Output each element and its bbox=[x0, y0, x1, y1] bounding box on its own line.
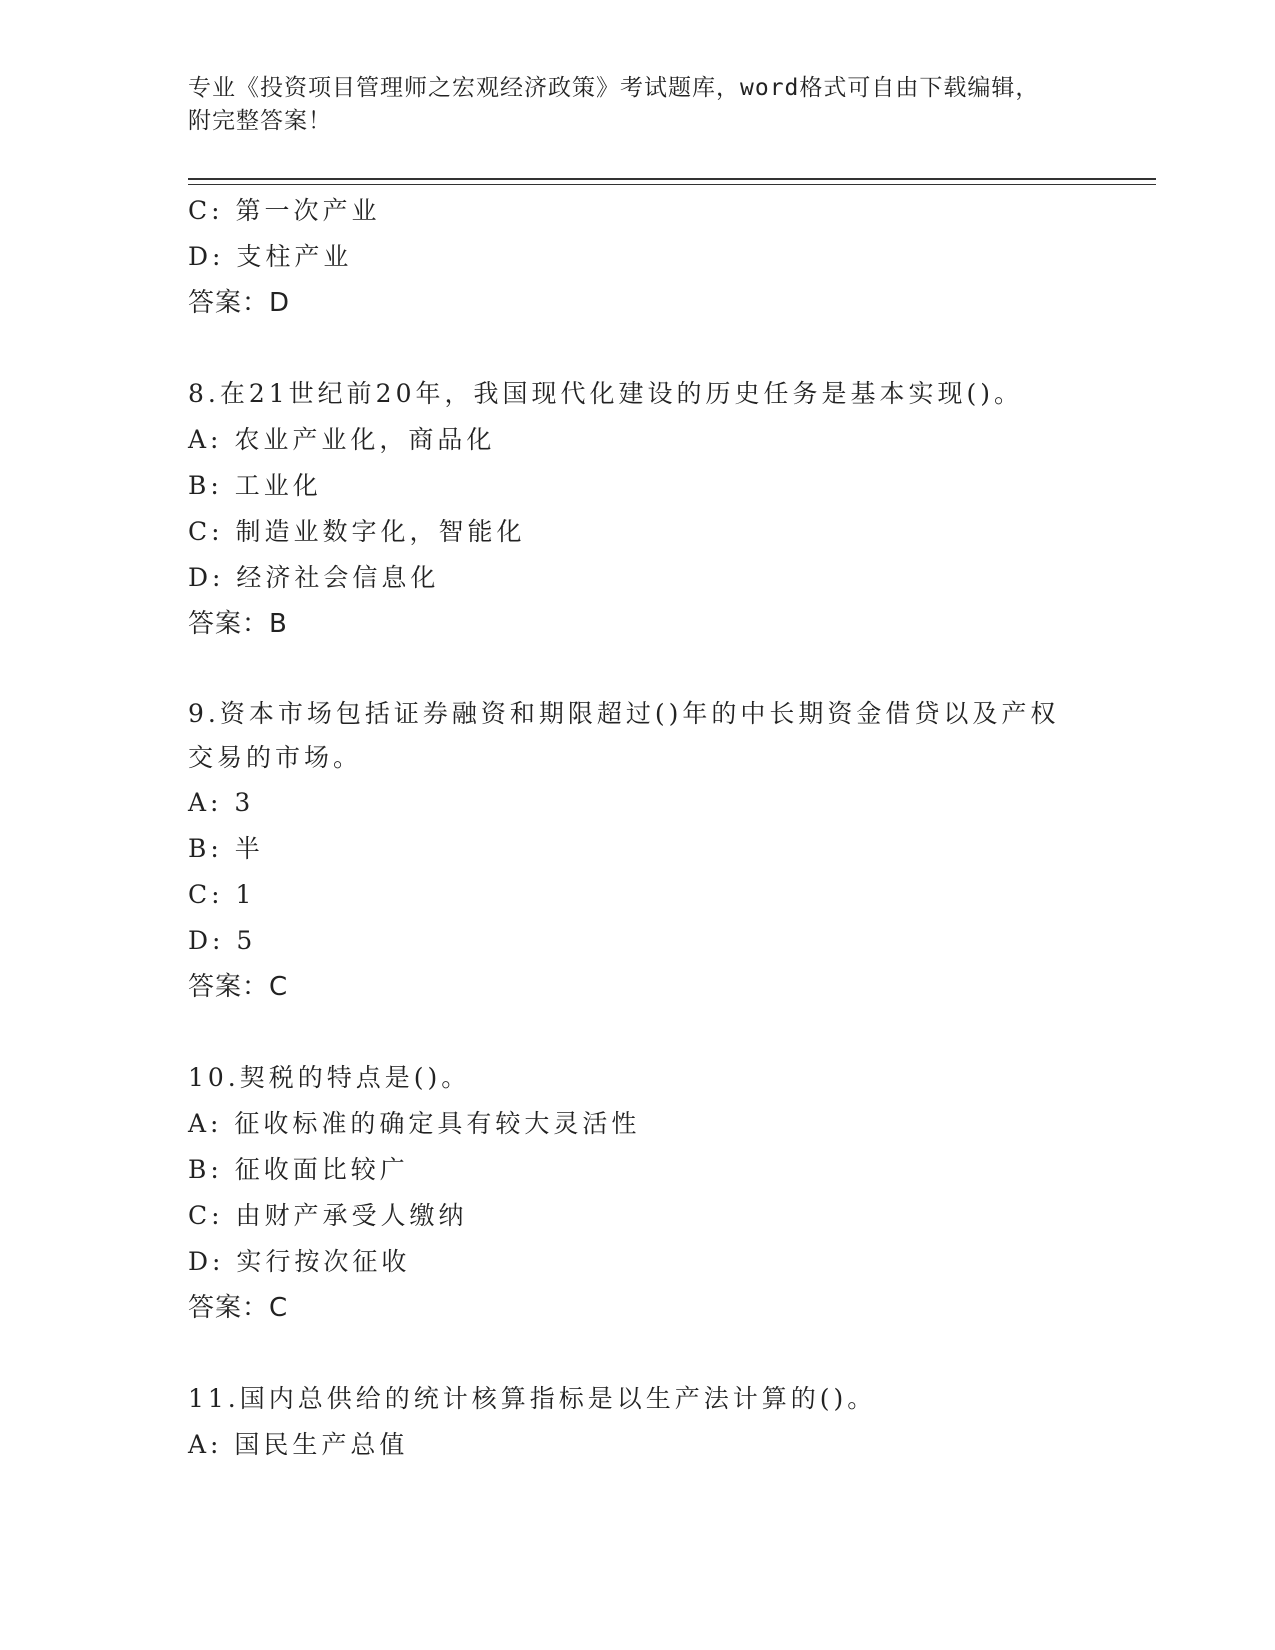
option-a: A: 3 bbox=[188, 788, 255, 817]
option-b: B: 半 bbox=[188, 834, 264, 863]
question-stem-continued: 交易的市场。 bbox=[188, 743, 363, 772]
option-d: D: 5 bbox=[188, 926, 257, 955]
question-stem: 10.契税的特点是()。 bbox=[188, 1063, 471, 1092]
document-header bbox=[188, 72, 1088, 138]
option-a: A: 国民生产总值 bbox=[188, 1430, 409, 1459]
question-stem: 9.资本市场包括证券融资和期限超过()年的中长期资金借贷以及产权 bbox=[188, 699, 1060, 728]
answer: 答案：C bbox=[188, 1293, 289, 1323]
option-c: C: 1 bbox=[188, 880, 256, 909]
option-d: D: 实行按次征收 bbox=[188, 1247, 411, 1276]
answer: 答案：D bbox=[188, 288, 291, 318]
question-stem: 8.在21世纪前20年，我国现代化建设的历史任务是基本实现()。 bbox=[188, 379, 1023, 408]
header-line-2: 附完整答案！ bbox=[188, 108, 332, 134]
option-a: A: 农业产业化，商品化 bbox=[188, 425, 496, 454]
header-rule-thin bbox=[188, 184, 1156, 185]
option-d: D: 经济社会信息化 bbox=[188, 563, 440, 592]
answer: 答案：C bbox=[188, 972, 289, 1002]
option-a: A: 征收标准的确定具有较大灵活性 bbox=[188, 1109, 641, 1138]
option-c: C: 由财产承受人缴纳 bbox=[188, 1201, 468, 1230]
option-b: B: 征收面比较广 bbox=[188, 1155, 409, 1184]
option-c: C: 制造业数字化，智能化 bbox=[188, 517, 526, 546]
answer: 答案：B bbox=[188, 609, 288, 639]
option-b: B: 工业化 bbox=[188, 471, 322, 500]
header-rule-thick bbox=[188, 178, 1156, 180]
question-stem: 11.国内总供给的统计核算指标是以生产法计算的()。 bbox=[188, 1384, 877, 1413]
option-d: D: 支柱产业 bbox=[188, 242, 353, 271]
question-list bbox=[188, 188, 1088, 1468]
option-c: C: 第一次产业 bbox=[188, 196, 381, 225]
header-line-1: 专业《投资项目管理师之宏观经济政策》考试题库，word格式可自由下载编辑， bbox=[188, 75, 1040, 101]
